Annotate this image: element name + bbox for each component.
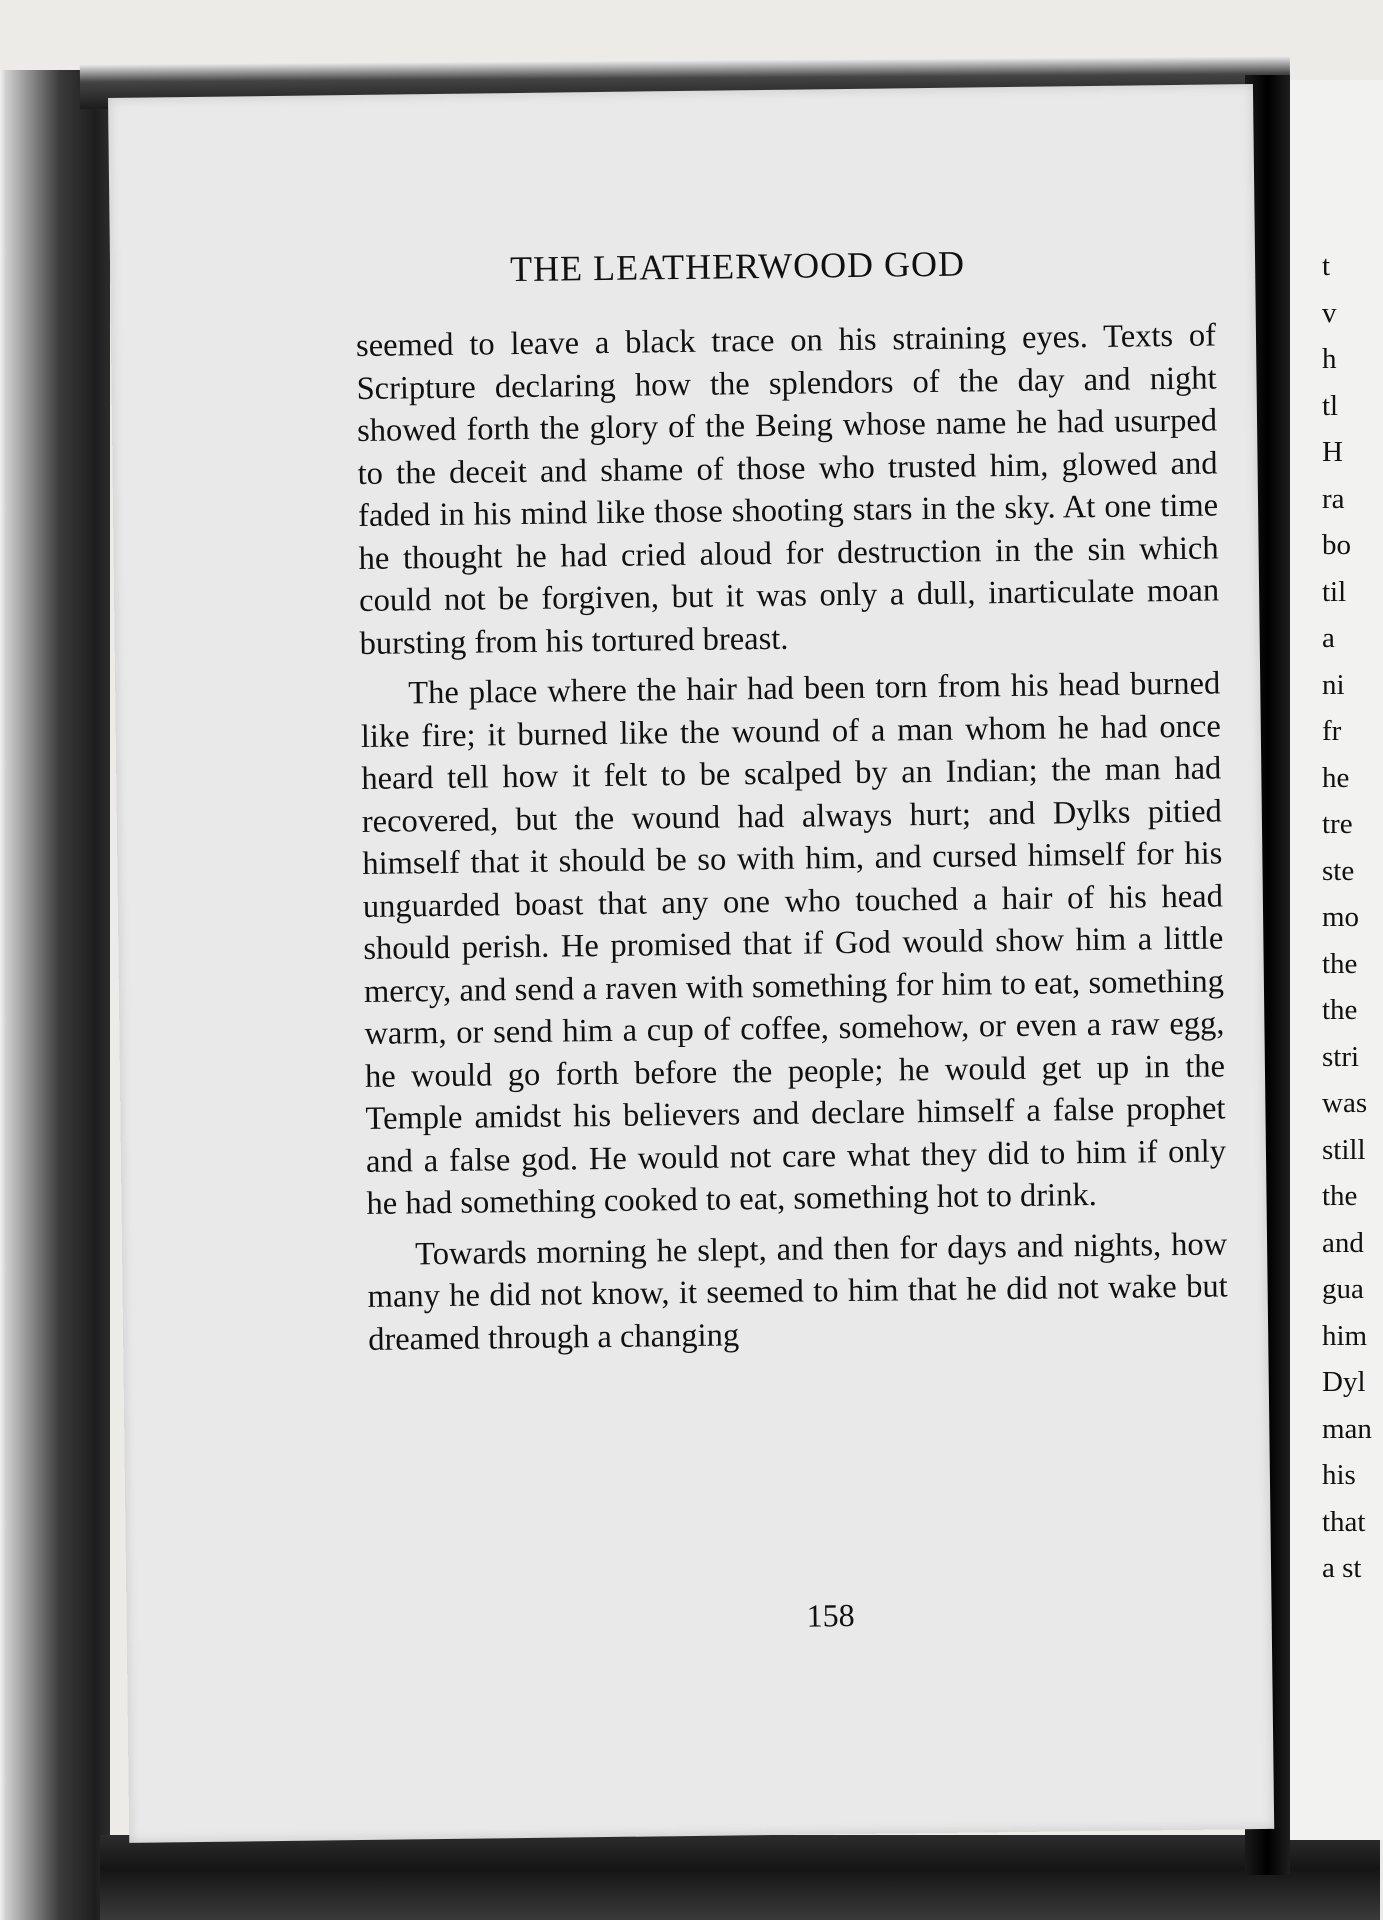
paragraph: The place where the hair had been torn from his head burned like fire; it burned like the wound of a man whom he had once heard tell how it felt to be scalped by an Indian; the man had recovered, but the wound had always hurt; and Dylks pitied himself that it should be so with him, and cursed himself for his unguarded boast that any one who touched a hair of his head should perish. He promised that if God would show him a little mercy, and send a raven with something for him to eat, something warm, or send him a cup of coffee, somehow, or even a raw egg, he would go forth before the people; he would get up in the Temple amidst his believers and declare himself a false prophet and a false god. He would not care what they did to him if only he had something cooked to eat, something hot to drink. [360, 665, 1227, 1222]
facing-page-line: bo [1322, 529, 1351, 561]
facing-page-line: t [1322, 250, 1331, 282]
facing-page-line: mo [1322, 901, 1360, 933]
facing-page-line: man [1322, 1412, 1372, 1445]
facing-page-line: gua [1322, 1273, 1364, 1305]
facing-page-line: the [1322, 1180, 1358, 1212]
facing-page-line: tre [1322, 808, 1353, 840]
page-body-text [356, 314, 1229, 1360]
page-number: 158 [806, 1596, 855, 1634]
facing-page-line: h [1322, 343, 1337, 375]
facing-page-line: v [1322, 296, 1337, 329]
facing-page-line: was [1322, 1087, 1368, 1119]
facing-page-line: Dyl [1322, 1366, 1366, 1398]
facing-page-line: ste [1322, 854, 1355, 887]
facing-page-line: him [1322, 1319, 1368, 1352]
facing-page-line: a [1322, 622, 1335, 654]
facing-page-line: his [1322, 1459, 1356, 1491]
facing-page-line: stri [1322, 1040, 1360, 1073]
book-page [108, 84, 1274, 1843]
facing-page-line: and [1322, 1226, 1364, 1259]
facing-page-line: tl [1322, 389, 1339, 422]
facing-page-line: a st [1322, 1552, 1362, 1584]
running-header: THE LEATHERWOOD GOD [509, 243, 966, 290]
facing-page-line: the [1322, 947, 1358, 980]
book-cover-edge-bottom [100, 1835, 1380, 1920]
facing-page-line: ra [1322, 482, 1345, 515]
facing-page-fragment [1290, 80, 1383, 1840]
facing-page-line: fr [1322, 715, 1342, 747]
facing-page-line: ni [1322, 668, 1345, 701]
facing-page-line: til [1322, 575, 1347, 608]
facing-page-line: H [1322, 436, 1343, 468]
facing-page-line: he [1322, 761, 1350, 794]
paragraph: seemed to leave a black trace on his straining eyes. Texts of Scripture declaring how the splendors of the day and night showed forth the glory of the Being whose name he had usurped to the deceit and shame of those who trusted him, glowed and faded in his mind like those shooting stars in the sky. At one time he thought he had cried aloud for destruction in the sin which could not be forgiven, but it was only a dull, inarticulate moan bursting from his tortured breast. [355, 317, 1220, 662]
facing-page-line: still [1322, 1133, 1366, 1166]
paragraph: Towards morning he slept, and then for days and nights, how many he did not know, it seemed to him that he did not wake but dreamed through a changing [367, 1225, 1228, 1358]
book-cover-edge-left [0, 70, 110, 1920]
facing-page-line: the [1322, 994, 1358, 1026]
facing-page-line: that [1322, 1505, 1366, 1538]
